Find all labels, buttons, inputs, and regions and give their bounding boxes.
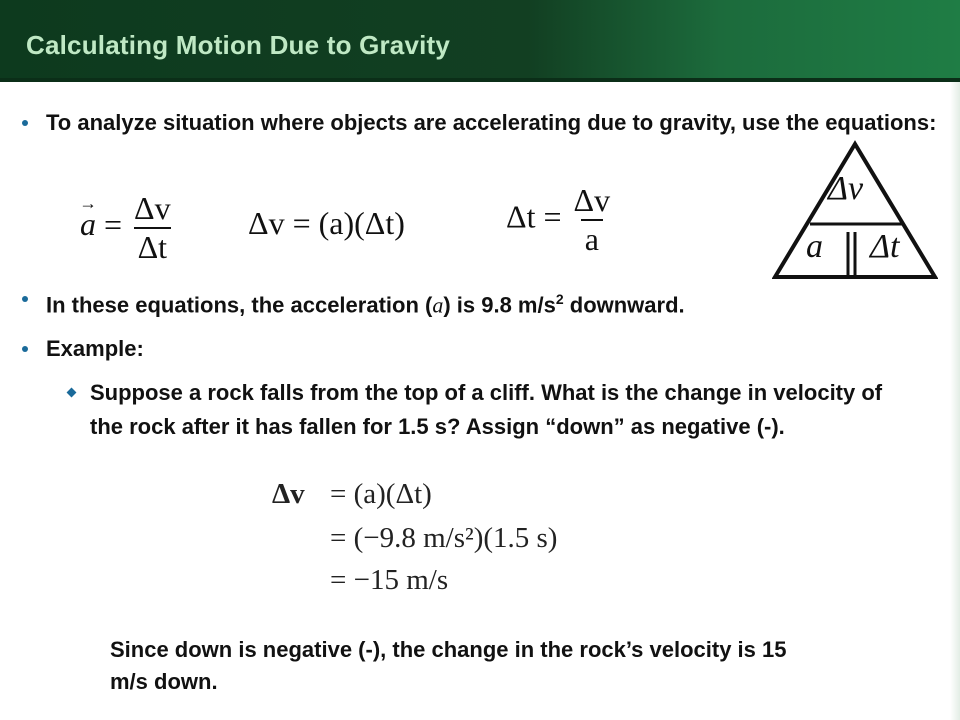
solution-line-2: = (−9.8 m/s²)(1.5 s) <box>330 522 558 554</box>
header-divider <box>0 78 960 82</box>
inline-acceleration-symbol: a <box>432 292 444 318</box>
bullet-marker <box>22 296 28 302</box>
triangle-right-label: Δt <box>870 228 900 265</box>
bullet-example: Example: <box>46 336 144 361</box>
sub-bullet-problem: Suppose a rock falls from the top of a cliff. What is the change in velocity of the rock after it has fallen for 1.5 s? Assign “down” as negative (-). <box>90 380 883 439</box>
conclusion-text: Since down is negative (-), the change in the rock’s velocity is 15 m/s down. <box>110 637 787 694</box>
bullet-marker <box>22 346 28 352</box>
equation-velocity-change: Δv = (a)(Δt) <box>248 205 405 241</box>
slide-title: Calculating Motion Due to Gravity <box>26 30 451 60</box>
equation-triangle <box>772 140 938 280</box>
equation-acceleration: → a = $\frac{\Delta v}{\Delta t}$ <box>80 190 175 266</box>
bullet-acceleration-value: In these equations, the acceleration (a) is 9.8 $m/s^2$ downward. <box>46 291 685 318</box>
solution-line-3: = −15 m/s <box>330 564 449 596</box>
solution-line-1: = (a)(Δt) <box>330 478 432 510</box>
solution-lhs: Δv <box>272 478 305 510</box>
triangle-left-label: a <box>806 228 823 265</box>
bullet-intro: To analyze situation where objects are accelerating due to gravity, use the equations: <box>46 110 937 135</box>
right-edge-shade <box>950 82 960 720</box>
sub-bullet-marker <box>67 388 77 398</box>
bullet-marker <box>22 120 28 126</box>
triangle-top-label: Δv <box>828 170 864 207</box>
equation-time: Δt = $\frac{\Delta v}{a}$ <box>506 182 611 257</box>
